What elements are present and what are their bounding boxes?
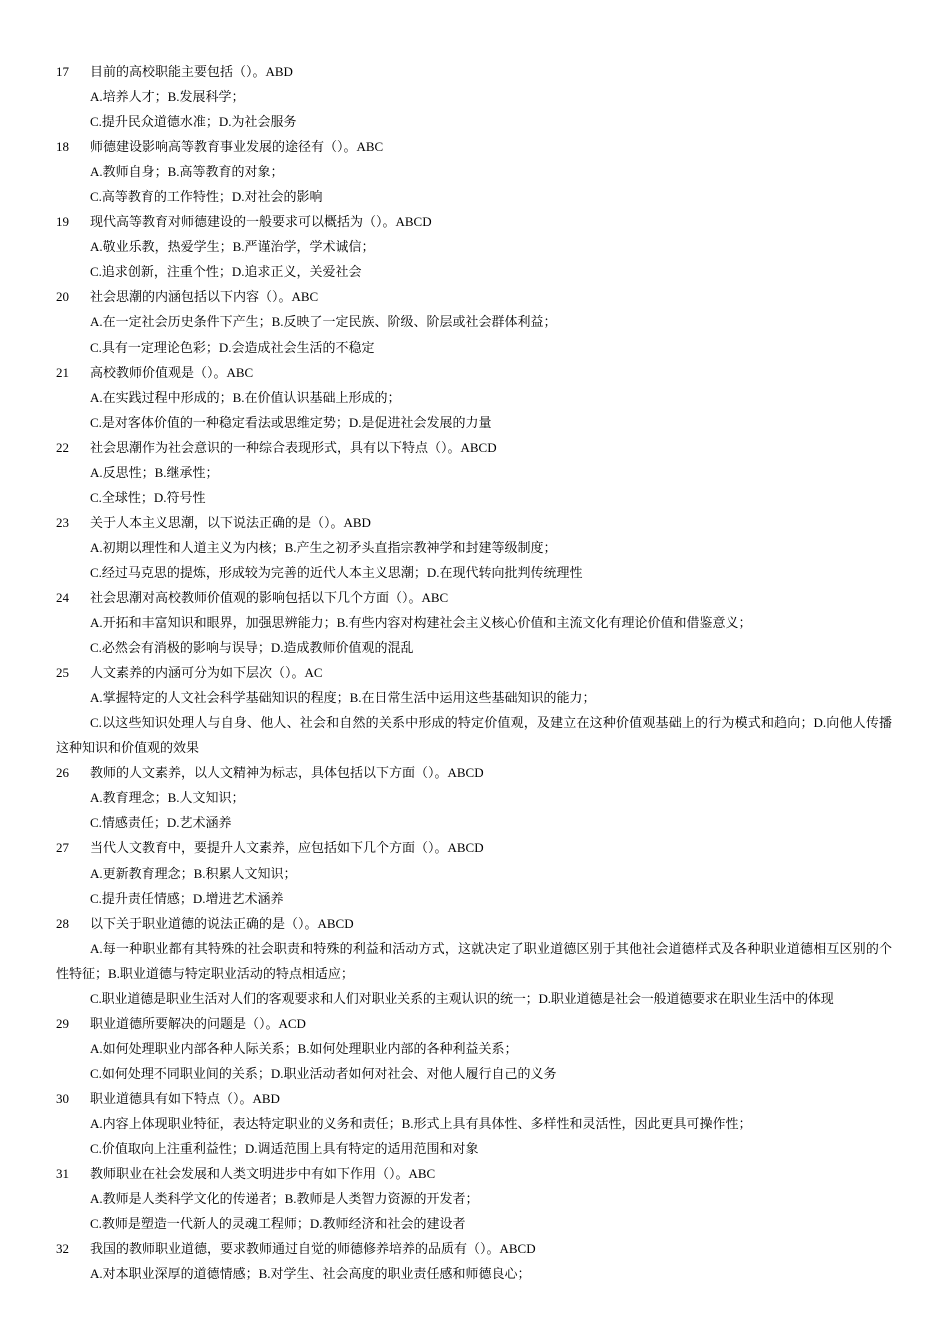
question-option-paragraph: A.每一种职业都有其特殊的社会职责和特殊的利益和活动方式，这就决定了职业道德区别于其他社会道德样式及各种职业道德相互区别的个性特征；B.职业道德与特定职业活动的特点相适应； [56,940,892,981]
question-option-line: C.高等教育的工作特性；D.对社会的影响 [90,189,323,205]
question-stem: 师德建设影响高等教育事业发展的途径有（）。ABC [90,139,384,155]
question-option-line: C.必然会有消极的影响与误导；D.造成教师价值观的混乱 [90,640,414,656]
question-25 [56,660,892,685]
question-number: 25 [56,665,69,681]
question-stem: 目前的高校职能主要包括（）。ABD [90,64,293,79]
question-stem: 现代高等教育对师德建设的一般要求可以概括为（）。ABCD [90,214,432,230]
question-option-line: A.反思性；B.继承性； [90,464,219,480]
question-19 [56,209,892,234]
question-option-line: C.价值取向上注重利益性；D.调适范围上具有特定的适用范围和对象 [90,1141,479,1157]
question-number: 17 [56,64,69,79]
question-option-line: C.是对客体价值的一种稳定看法或思维定势；D.是促进社会发展的力量 [90,414,492,430]
question-option-line: C.教师是塑造一代新人的灵魂工程师；D.教师经济和社会的建设者 [90,1216,466,1232]
question-option-line: A.掌握特定的人文社会科学基础知识的程度；B.在日常生活中运用这些基础知识的能力； [90,690,596,706]
question-number: 27 [56,840,69,856]
question-30 [56,1086,892,1111]
question-option-line: A.内容上体现职业特征，表达特定职业的义务和责任；B.形式上具有具体性、多样性和灵活性，因此更具可操作性； [90,1115,752,1131]
question-stem: 高校教师价值观是（）。ABC [90,364,254,380]
question-stem: 以下关于职业道德的说法正确的是（）。ABCD [90,915,354,931]
question-26 [56,760,892,785]
question-stem: 社会思潮作为社会意识的一种综合表现形式，具有以下特点（）。ABCD [90,439,497,455]
question-option-line: A.在实践过程中形成的；B.在价值认识基础上形成的； [90,389,401,405]
question-option-line: C.如何处理不同职业间的关系；D.职业活动者如何对社会、对他人履行自己的义务 [90,1065,557,1081]
question-stem: 社会思潮的内涵包括以下内容（）。ABC [90,289,319,305]
question-number: 32 [56,1241,69,1257]
question-18 [56,134,892,159]
question-option-line: C.提升民众道德水准；D.为社会服务 [90,114,297,130]
question-option-line: C.职业道德是职业生活对人们的客观要求和人们对职业关系的主观认识的统一；D.职业道德是社会一般道德要求在职业生活中的体现 [90,990,834,1006]
question-option-line: C.追求创新，注重个性；D.追求正义，关爱社会 [90,264,362,280]
question-stem: 教师的人文素养，以人文精神为标志，具体包括以下方面（）。ABCD [90,765,484,781]
question-stem: 关于人本主义思潮，以下说法正确的是（）。ABD [90,514,371,530]
question-number: 18 [56,139,69,155]
question-stem: 教师职业在社会发展和人类文明进步中有如下作用（）。ABC [90,1166,436,1182]
question-option-line: A.初期以理性和人道主义为内核；B.产生之初矛头直指宗教神学和封建等级制度； [90,539,557,555]
question-stem: 职业道德具有如下特点（）。ABD [90,1090,280,1106]
question-28 [56,911,892,936]
question-option-line: C.情感责任；D.艺术涵养 [90,815,232,831]
question-stem: 当代人文教育中，要提升人文素养，应包括如下几个方面（）。ABCD [90,840,484,856]
question-number: 24 [56,589,69,605]
question-number: 21 [56,364,69,380]
question-number: 30 [56,1090,69,1106]
question-option-line: A.如何处理职业内部各种人际关系；B.如何处理职业内部的各种利益关系； [90,1040,518,1056]
question-number: 19 [56,214,69,230]
question-option-line: C.具有一定理论色彩；D.会造成社会生活的不稳定 [90,339,375,355]
question-option-line: A.培养人才；B.发展科学； [90,89,245,105]
question-option-line: A.教育理念；B.人文知识； [90,790,245,806]
question-stem: 人文素养的内涵可分为如下层次（）。AC [90,665,323,681]
question-option-line: C.经过马克思的提炼，形成较为完善的近代人本主义思潮；D.在现代转向批判传统理性 [90,564,583,580]
question-27 [56,835,892,860]
question-option-line: A.在一定社会历史条件下产生；B.反映了一定民族、阶级、阶层或社会群体利益； [90,314,557,330]
question-32 [56,1236,892,1261]
question-option-line: A.开拓和丰富知识和眼界，加强思辨能力；B.有些内容对构建社会主义核心价值和主流文化有理论价值和借鉴意义； [90,615,752,631]
question-option-line: A.敬业乐教，热爱学生；B.严谨治学，学术诚信； [90,239,375,255]
question-option-line: C.全球性；D.符号性 [90,489,206,505]
question-22 [56,435,892,460]
question-31 [56,1161,892,1186]
question-stem: 社会思潮对高校教师价值观的影响包括以下几个方面（）。ABC [90,589,449,605]
question-number: 23 [56,514,69,530]
question-stem: 职业道德所要解决的问题是（）。ACD [90,1015,306,1031]
question-number: 22 [56,439,69,455]
question-20 [56,284,892,309]
question-23 [56,510,892,535]
question-option-line: A.更新教育理念；B.积累人文知识； [90,865,297,881]
question-option-paragraph: C.以这些知识处理人与自身、他人、社会和自然的关系中形成的特定价值观，及建立在这种价值观基础上的行为模式和趋向；D.向他人传播这种知识和价值观的效果 [56,715,892,756]
question-number: 29 [56,1015,69,1031]
question-option-line: A.教师是人类科学文化的传递者；B.教师是人类智力资源的开发者； [90,1191,479,1207]
question-29 [56,1011,892,1036]
question-number: 20 [56,289,69,305]
question-21 [56,360,892,385]
question-24 [56,585,892,610]
question-option-line: A.对本职业深厚的道德情感；B.对学生、社会高度的职业责任感和师德良心； [90,1266,531,1282]
question-number: 31 [56,1166,69,1182]
question-number: 26 [56,765,69,781]
question-number: 28 [56,915,69,931]
question-option-line: A.教师自身；B.高等教育的对象； [90,164,284,180]
question-option-line: C.提升责任情感；D.增进艺术涵养 [90,890,284,906]
question-17 [56,59,892,84]
question-stem: 我国的教师职业道德，要求教师通过自觉的师德修养培养的品质有（）。ABCD [90,1241,536,1257]
